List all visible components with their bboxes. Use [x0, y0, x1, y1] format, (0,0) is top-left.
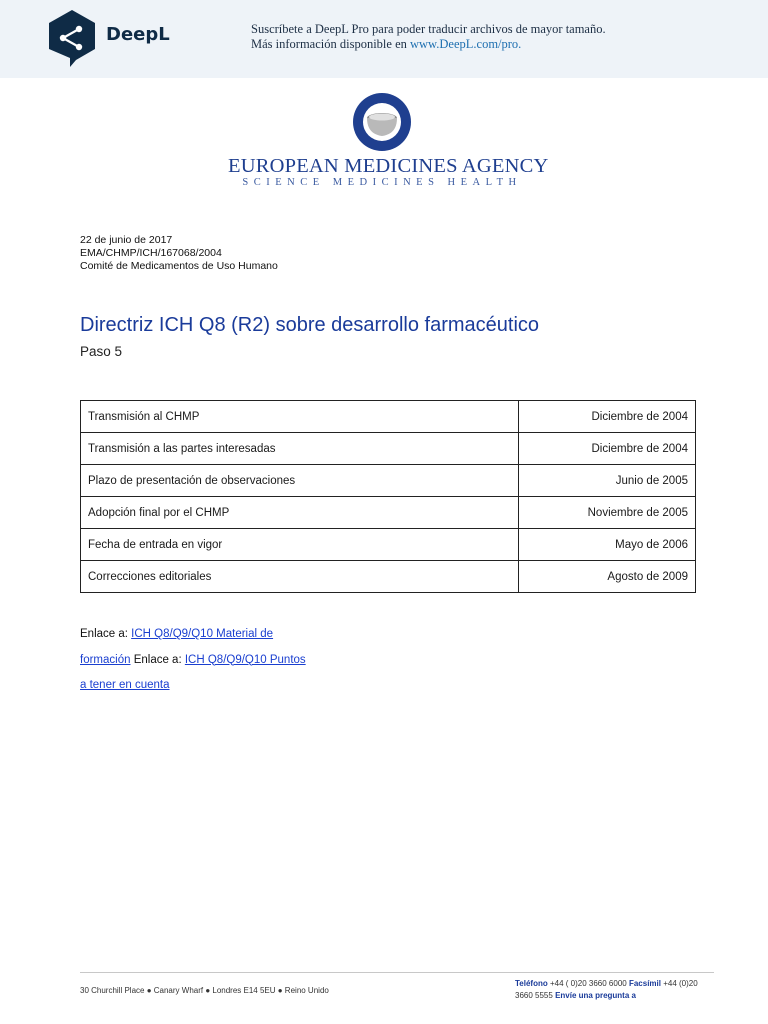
training-material-link[interactable]: ICH Q8/Q9/Q10 Material de [131, 628, 274, 640]
contact-label[interactable]: Envíe una pregunta a [555, 991, 636, 1000]
milestone-label: Correcciones editoriales [81, 561, 519, 593]
footer-divider [80, 972, 714, 973]
table-row [81, 433, 696, 465]
links-line-2 [80, 648, 306, 674]
promo-line-2 [251, 37, 606, 52]
link-prefix: Enlace a: [80, 628, 128, 640]
milestone-date: Mayo de 2006 [519, 529, 696, 561]
table-row [81, 465, 696, 497]
milestone-label: Transmisión al CHMP [81, 401, 519, 433]
training-material-link-cont[interactable]: formación [80, 653, 131, 666]
deepl-pro-link[interactable]: www.DeepL.com/pro. [410, 37, 522, 51]
table-row [81, 497, 696, 529]
links-line-3 [80, 673, 306, 699]
deepl-brand-name: DeepL [106, 24, 170, 45]
points-to-consider-link-cont[interactable]: a tener en cuenta [80, 679, 170, 691]
document-title: Directriz ICH Q8 (R2) sobre desarrollo farmacéutico [80, 314, 540, 336]
milestone-date: Diciembre de 2004 [519, 433, 696, 465]
deepl-promo-text [251, 22, 606, 52]
ema-emblem-icon [352, 92, 412, 152]
fax-label: Facsímil [628, 979, 661, 988]
document-step: Paso 5 [80, 344, 123, 359]
phone-label: Teléfono [515, 979, 548, 988]
links-line-1 [80, 622, 306, 648]
milestone-date: Junio de 2005 [519, 465, 696, 497]
milestone-date: Agosto de 2009 [519, 561, 696, 593]
phone-number: +44 ( 0)20 3660 6000 [549, 979, 627, 988]
document-date: 22 de junio de 2017 [80, 234, 173, 246]
committee-name: Comité de Medicamentos de Uso Humano [80, 260, 278, 272]
table-row [81, 561, 696, 593]
table-row [81, 529, 696, 561]
promo-line-1: Suscríbete a DeepL Pro para poder traducir archivos de mayor tamaño. [251, 22, 606, 36]
milestones-table [80, 400, 696, 593]
table-row [81, 401, 696, 433]
milestone-date: Diciembre de 2004 [519, 401, 696, 433]
related-links [80, 622, 306, 699]
points-to-consider-link[interactable]: ICH Q8/Q9/Q10 Puntos [184, 653, 306, 666]
promo-line-2-prefix: Más información disponible en [251, 37, 407, 51]
milestone-date: Noviembre de 2005 [519, 497, 696, 529]
milestone-label: Plazo de presentación de observaciones [81, 465, 519, 497]
deepl-logo-icon[interactable] [46, 8, 98, 68]
link-prefix: Enlace a: [133, 653, 182, 666]
milestone-label: Fecha de entrada en vigor [81, 529, 519, 561]
document-reference: EMA/CHMP/ICH/167068/2004 [80, 247, 222, 259]
footer-contact [515, 978, 715, 1002]
fax-number: +44 (0)20 3660 5555 [515, 979, 698, 1000]
deepl-banner [0, 0, 768, 78]
milestone-label: Adopción final por el CHMP [81, 497, 519, 529]
ema-name: EUROPEAN MEDICINES AGENCY [228, 155, 549, 177]
milestone-label: Transmisión a las partes interesadas [81, 433, 519, 465]
ema-logo [228, 92, 549, 196]
document-meta [80, 234, 278, 273]
ema-tagline: SCIENCE MEDICINES HEALTH [242, 177, 522, 188]
footer-address: 30 Churchill Place ● Canary Wharf ● Londres E14 5EU ● Reino Unido [80, 986, 329, 995]
